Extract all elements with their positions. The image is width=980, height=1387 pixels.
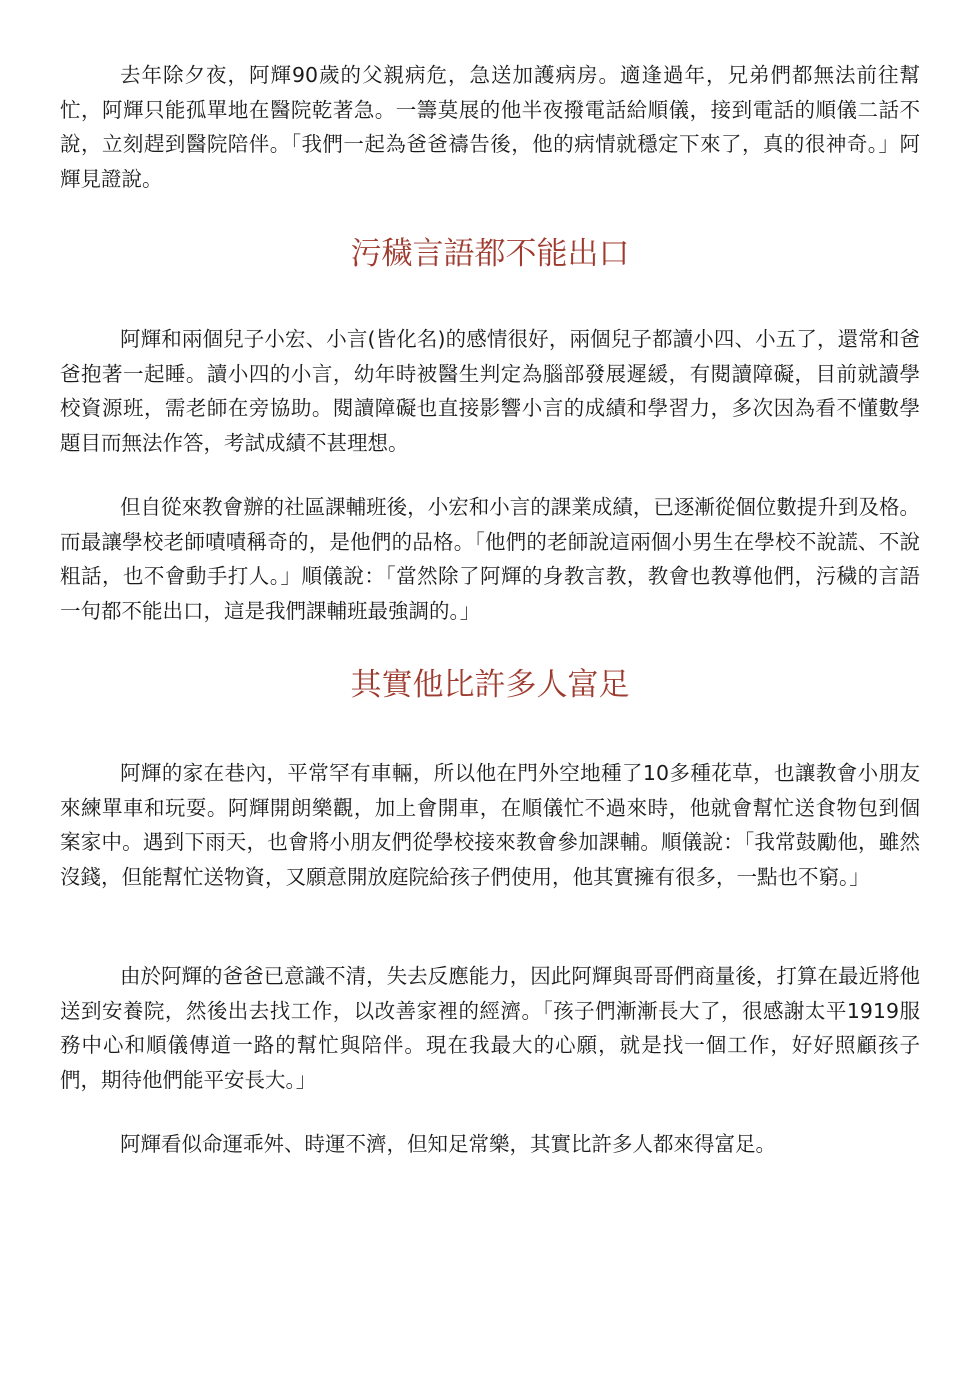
paragraph-home-and-helping: 阿輝的家在巷內，平常罕有車輛，所以他在門外空地種了10多種花草，也讓教會小朋友來練單車和玩耍。阿輝開朗樂觀，加上會開車，在順儀忙不過來時，他就會幫忙送食物包到個案家中。遇到下雨天，也會將小朋友們從學校接來教會參加課輔。順儀說：「我常鼓勵他，雖然沒錢，但能幫忙送物資，又願意開放庭院給孩子們使用，他其實擁有很多，一點也不窮。」	[60, 761, 920, 889]
paragraph-sons: 阿輝和兩個兒子小宏、小言(皆化名)的感情很好，兩個兒子都讀小四、小五了，還常和爸爸抱著一起睡。讀小四的小言，幼年時被醫生判定為腦部發展遲緩，有閱讀障礙，目前就讀學校資源班，需老師在旁協助。閱讀障礙也直接影響小言的成績和學習力，多次因為看不懂數學題目而無法作答，考試成績不甚理想。	[60, 327, 920, 455]
section-heading-no-filthy-words: 污穢言語都不能出口	[350, 236, 630, 272]
section-heading-richer-than-many: 其實他比許多人富足	[350, 667, 630, 703]
paragraph-conclusion: 阿輝看似命運乖舛、時運不濟，但知足常樂，其實比許多人都來得富足。	[120, 1132, 776, 1156]
paragraph-future-plans: 由於阿輝的爸爸已意識不清，失去反應能力，因此阿輝與哥哥們商量後，打算在最近將他送到安養院，然後出去找工作，以改善家裡的經濟。「孩子們漸漸長大了，很感謝太平1919服務中心和順儀傳道一路的幫忙與陪伴。現在我最大的心願，就是找一個工作，好好照顧孩子們，期待他們能平安長大。」	[60, 964, 920, 1092]
paragraph-tutoring-class: 但自從來教會辦的社區課輔班後，小宏和小言的課業成績，已逐漸從個位數提升到及格。而最讓學校老師嘖嘖稱奇的，是他們的品格。「他們的老師說這兩個小男生在學校不說謊、不說粗話，也不會動手打人。」順儀說：「當然除了阿輝的身教言教，教會也教導他們，污穢的言語一句都不能出口，這是我們課輔班最強調的。」	[60, 495, 920, 623]
paragraph-new-year-eve: 去年除夕夜，阿輝90歲的父親病危，急送加護病房。適逢過年，兄弟們都無法前往幫忙，阿輝只能孤單地在醫院乾著急。一籌莫展的他半夜撥電話給順儀，接到電話的順儀二話不說，立刻趕到醫院陪伴。「我們一起為爸爸禱告後，他的病情就穩定下來了，真的很神奇。」阿輝見證說。	[60, 63, 920, 191]
